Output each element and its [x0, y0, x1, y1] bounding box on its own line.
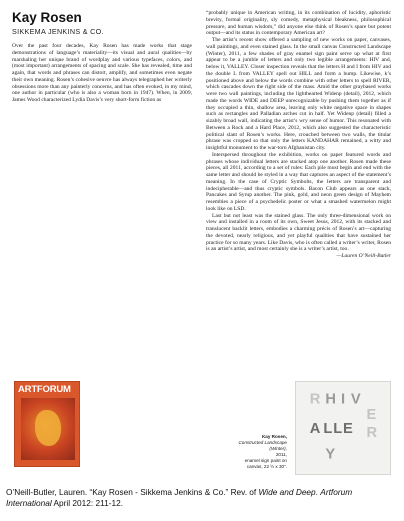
body-paragraph: Interspersed throughout the exhibition, works on paper featured words and phrases whose individual letters are stacked atop one another. Rosen made these pieces, all 2011, according to a set of rules: Each pile must begin and end with the same letter and should be styled in a way that captures an aspect of the statement’s meaning. In the case of Cryptic Symbolts, the letters are transparent and indecipherable—and thus cryptic symbols. Bacon Club appears as one stack, Pancakes and Syrup another. The pink, gold, and neon green design of Mayhem resembles a piece of a psychedelic poster or what a smashed watermelon might look like on LSD.: [206, 151, 391, 212]
citation-part3: April 2012: 211-12.: [51, 498, 124, 508]
caption-size: canvas, 22 ½ x 30".: [246, 464, 287, 469]
artwork-caption: [227, 434, 287, 470]
letter-h: H: [325, 391, 336, 408]
body-paragraph: Over the past four decades, Kay Rosen has made works that stage demonstrations of language’s materiality—its visual and aural qualities—by marshaling her unique brand of wordplay and various typefaces, colors, and (most important) arrangements of spacing and scale. She has revealed, time and again, that words and phrases can distort, amplify, and sometimes even negate their own meaning. Rosen’s cohesive oeuvre has always telegraphed her writerly obsessions more than any painterly concerns, and has often evoked, in my mind, one author in particular (who is also a woman born in 1947). When, in 2009, James Wood characterized Lydia Davis’s very short-form fiction as: [12, 43, 192, 103]
citation-part1: O’Neill-Butler, Lauren. “Kay Rosen - Sikkema Jenkins & Co.” Rev. of: [6, 487, 259, 497]
magazine-cover-image: [14, 381, 80, 467]
letter-i: I: [341, 391, 346, 408]
citation-work: Wide and Deep: [258, 487, 316, 497]
cover-artwork: [21, 398, 75, 460]
citation: [6, 487, 400, 509]
letter-r2: R: [366, 424, 378, 441]
caption-medium: enamel sign paint on: [244, 458, 287, 463]
letter-v: V: [350, 391, 361, 408]
letter-e: E: [366, 407, 377, 424]
right-column: [206, 10, 391, 260]
letter-e2: E: [343, 420, 353, 437]
letter-l1: L: [323, 420, 333, 437]
body-paragraph: The artist’s recent show offered a sampling of new works on paper, canvases, wall paintings, and even stained glass. In the small canvas Constructed Landscape (Winter), 2011, a few shades of gray enamel sign paint serve up what at first appear to be a jumble of letters and only two legible arrangements: HIV and, below it, VALLEY. Closer inspection reveals that the letters H and I from HIV and the double L from VALLEY spell out HILL and form a hump. Likewise, k’s positioned above and below the words combine with other letters to spell RIVER, which cascades down the right side of the mass. Amid the other graybased works were two wall paintings, including the lighthearted Widenp (detail), 2012, which made the words WIDE and DEEP unrecognizable by pushing them together as if they occupied a thin, shallow area, leaving only white negative space in shapes such as rectangles and Palladian arches cut in half. Yet Widenp (detail) filled a sizably broad wall, indicating the artist’s wry sense of humor. This resonated with Between a Rock and a Hard Place, 2012, which also suggested the characteristic political slant of Rosen’s works. Here, crouched between two walls, the titular phrase was cropped so that only the letters KANDAHAR remained, a witty and insightful monument to the war-torn Afghanistan city.: [206, 37, 391, 151]
artwork-letters-svg: [296, 382, 390, 474]
caption-title-line2: (Winter),: [269, 446, 287, 451]
caption-artist: Kay Rosen,: [261, 434, 287, 439]
artwork-image: [295, 381, 391, 475]
caption-year: 2011,: [275, 452, 287, 457]
letter-r1: R: [309, 391, 321, 408]
page-title: Kay Rosen: [12, 10, 82, 25]
letter-l2: L: [333, 420, 343, 437]
letter-a: A: [309, 420, 321, 437]
caption-title-line1: Constructed Landscape: [238, 440, 287, 445]
citation-part2: .: [315, 487, 321, 497]
citation-journal: Artforum International: [6, 487, 353, 508]
gallery-name: SIKKEMA JENKINS & CO.: [12, 27, 104, 36]
figure-row: [12, 381, 392, 481]
byline: —Lauren O’Neill-Butler: [336, 253, 391, 259]
magazine-title: ARTFORUM: [18, 384, 71, 395]
review-heading: [12, 10, 192, 37]
left-column: [12, 43, 192, 104]
letter-y: Y: [325, 446, 336, 463]
body-paragraph: Last but not least was the stained glass. The only three-dimensional work on view and installed in a room of its own, Sweet Jesus, 2012, with its stacked and translucent backlit letters, embodies a charming précis of Rosen’s art—capturing the devoted, nearly religious, and yet playful qualities that have sustained her practice for so many years. Like Davis, who is often called a writer’s writer, Rosen is an artist’s artist, and most certainly she is a writer’s artist, too.: [206, 212, 391, 253]
body-paragraph: “probably unique in American writing, in its combination of lucidity, aphoristic brevity, formal originality, sly comedy, metaphysical bleakness, philosophical pressure, and human wisdom,” did anyone else think of Rosen’s spare but potent output—and its status in contemporary American art?: [206, 10, 391, 37]
